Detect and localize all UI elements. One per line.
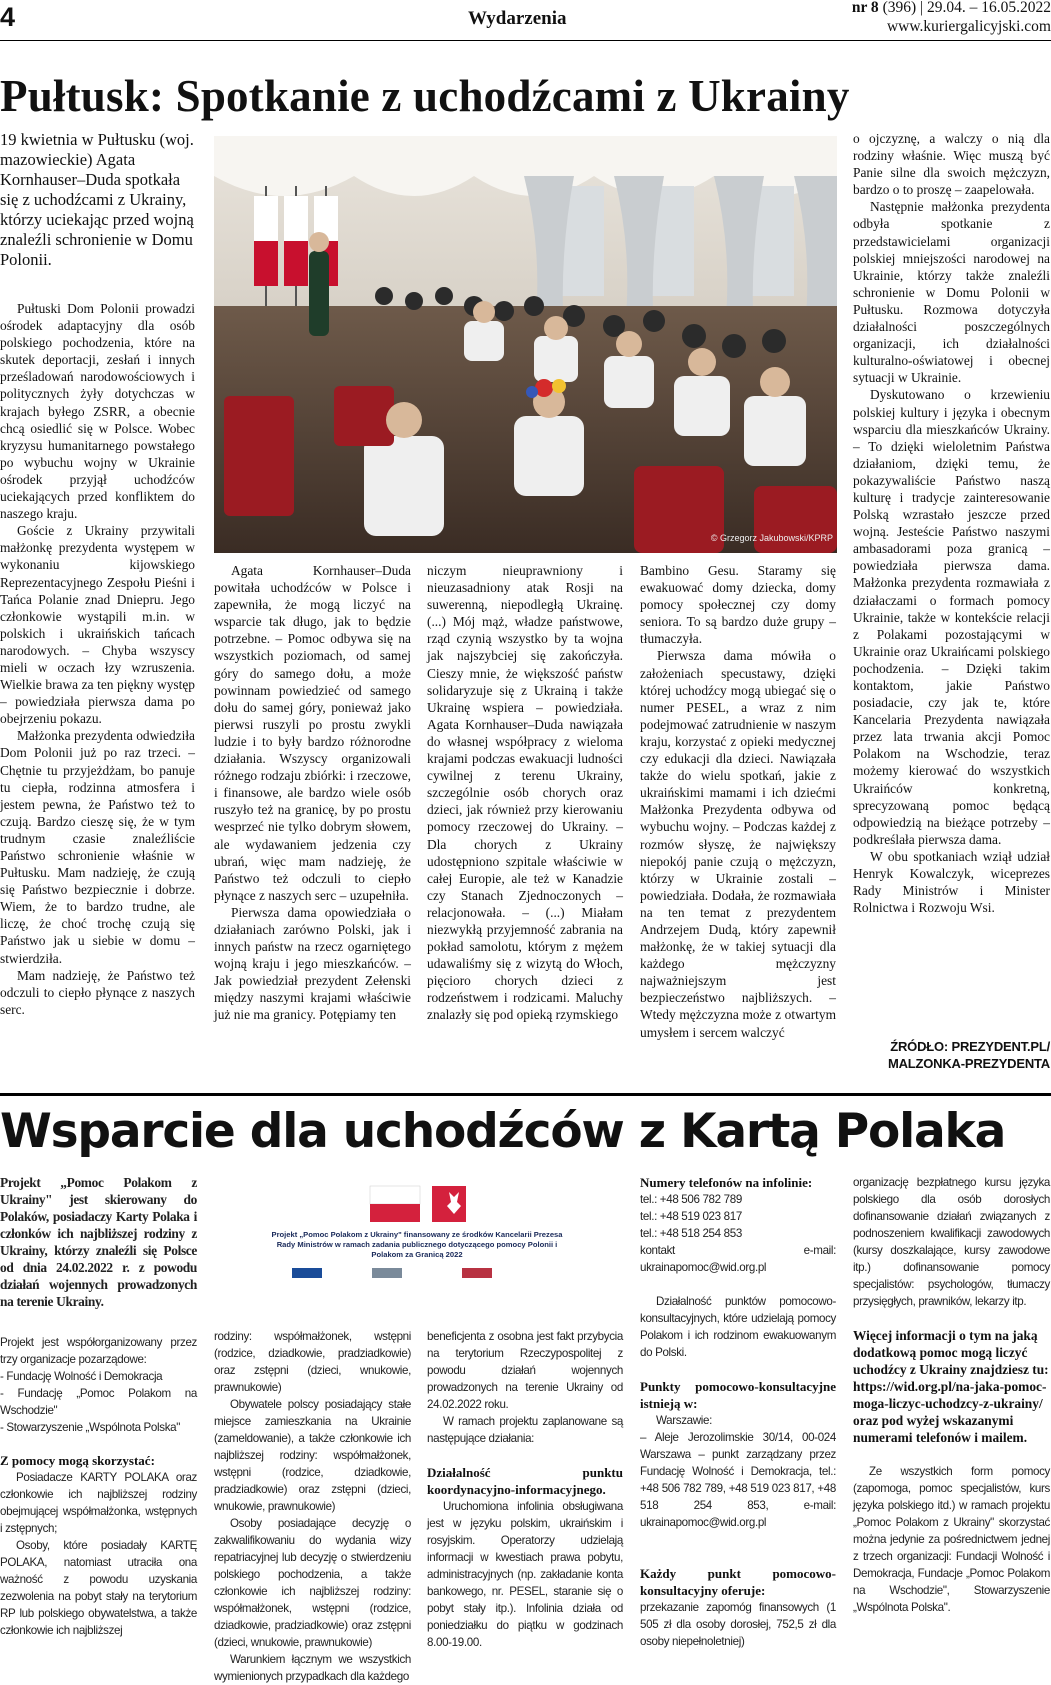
article1-lead: 19 kwietnia w Pułtusku (woj. mazowieckie) Agata Kornhauser–Duda spotkała się z uchodźcami z Ukrainy, którzy uciekając przed wojną znaleźli schronienie w Domu Polonii. (0, 130, 194, 269)
subheading: Punkty pomocowo-konsultacyjne istnieją w: (640, 1379, 836, 1411)
paragraph: Osoby posiadające decyzję o zakwalifikowaniu do wydania wizy repatriacyjnej lub decyzję o stwierdzeniu polskiego pochodzenia, a także członkowie ich najbliższej rodziny: współmałżonek, wstępni (rodzice, dziadkowie, pradziadkowie) oraz zstępni (dzieci, wnukowie, prawnukowie) (214, 1517, 411, 1649)
header-rule (0, 40, 1051, 41)
org-item: - Fundację „Pomoc Polakom na Wschodzie" (0, 1387, 197, 1417)
issue-dates: | 29.04. – 16.05.2022 (920, 0, 1051, 16)
article1-col2 (214, 562, 411, 1024)
issue-number: nr 8 (851, 0, 879, 16)
article2-col4 (640, 1174, 836, 1650)
paragraph: rodziny: współmałżonek, wstępni (rodzice, dziadkowie, pradziadkowie) oraz zstępni (dzieci, wnukowie, prawnukowie) (214, 1330, 411, 1394)
email-line: kontakt e-mail: ukrainapomoc@wid.org.pl (640, 1244, 836, 1274)
paragraph: W ramach projektu zaplanowane są następujące działania: (427, 1415, 623, 1445)
subheading: Działalność punktu koordynacyjno-informacyjnego. (427, 1465, 623, 1497)
website-link[interactable]: www.kuriergalicyjski.com (886, 18, 1051, 35)
section-title: Wydarzenia (468, 8, 567, 29)
article2-col3 (427, 1328, 623, 1651)
article1-col1 (0, 300, 195, 1018)
article1-col4 (640, 562, 836, 1041)
project-logo-caption: Projekt „Pomoc Polakom z Ukrainy" finansowany ze środków Kancelarii Prezesa Rady Ministrów w ramach zadania publicznego dotyczącego pomocy Polonii i Polakom za Granicą 2022 (271, 1230, 563, 1259)
paragraph: Działalność punktów pomocowo-konsultacyjnych, które udzielają pomocy Polakom i ich rodzinom ewakuowanym do Polski. (640, 1295, 836, 1359)
paragraph: Małżonka prezydenta odwiedziła Dom Polonii już po raz trzeci. – Chętnie tu przyjeżdżam, bo panuje tu ciepła, rodzinna atmosfera i jestem pewna, że Państwo też to czują. Bardzo cieszę się, że w tym trudnym czasie znaleźliście Państwo schronienie właśnie w Pułtusku. Mam nadzieję, że czują się Państwo bezpiecznie i dobrze. Wiem, że to bardzo trudne, ale liczę, że choć trochę czują się Państwo jak u siebie w domu – stwierdziła. (0, 728, 195, 966)
paragraph: Pierwsza dama mówiła o założeniach specustawy, dzięki której uchodźcy mogą ubiegać się o numer PESEL, a wraz z nim podejmować zatrudnienie w naszym kraju, korzystać z opieki medycznej czy edukacji dla dzieci. Nawiązała także do wielu spotkań, jakie z ukraińskimi mamami i ich dziećmi Małżonka Prezydenta odbywa od wybuchu wojny. – Podczas każdej z rozmów słyszę, że największy niepokój panie czują o mężczyzn, którzy w Ukrainie zostali – powiedziała. Dodała, że rozmawiała na ten temat z prezydentem Andrzejem Dudą, który zapewnił małżonkę, że w takiej sytuacji dla każdego mężczyzny najważniejszym jest bezpieczeństwo najbliższych. – Wtedy mężczyzna może z otwartym umysłem i sercem walczyć (640, 648, 836, 1040)
article1-source: ŹRÓDŁO: PREZYDENT.PL/ MALZONKA-PREZYDENTA (887, 1039, 1050, 1071)
paragraph: Agata Kornhauser–Duda powitała uchodźców w Polsce i zapewniła, że mogą liczyć na wsparcie tak długo, jak to będzie potrzebne. – Pomoc odbywa się na wszystkich poziomach, od samej góry do samego dołu, a może powinnam powiedzieć od samego dołu do samej góry, ponieważ jako pierwsi ruszyli po prostu zwykli ludzie i to były bardzo różnorodne działania. Wszyscy organizowali różnego rodzaju zbiórki: i rzeczowe, i finansowe, ale bardzo wiele osób ruszyło też na granicę, by po prostu wesprzeć nie tylko dobrym słowem, ale wydawaniem jedzenia czy ubrań, więc mam nadzieję, że Państwo też odczuli to ciepło płynące z naszych serc – uzupełniła. (214, 563, 411, 903)
article1-photo (214, 136, 837, 553)
paragraph: Dyskutowano o krzewieniu polskiej kultury i języka i obecnym wsparciu dla mieszkańców Ukrainy. – To dzięki wieloletnim Państwa działaniom, dzięki temu, że pokazywaliście Państwo naszą kulturę i tradycje zainteresowanie Polską wzrastało jeszcze przed wojną. Jesteście Państwo naszymi ambasadorami poza granicą – powiedziała pierwsza dama. Małżonka prezydenta rozmawiała z działaczami o formach pomocy Ukrainie, także w kontekście relacji z Polakami pozostającymi w Ukrainie oraz Ukraińcami polskiego pochodzenia. – Dzięki takim kontaktom, jakie Państwo posiadacie, czy jak te, które Kancelaria Prezydenta nawiązała przez lata trwania akcji Pomoc Polakom na Wschodzie, teraz możemy kierować do wszystkich Ukraińców konkretną, sprecyzowaną pomoc będącą odpowiedzią na bieżące potrzeby – podkreślała pierwsza dama. (853, 387, 1050, 847)
article2-lead: Projekt „Pomoc Polakom z Ukrainy" jest skierowany do Polaków, posiadaczy Karty Polaka i członków ich najbliższej rodziny z Ukrainy, którzy znaleźli się Polsce od dnia 24.02.2022 r. z powodu działań wojennych prowadzonych na terenie Ukrainy. (0, 1175, 197, 1309)
phone-line: tel.: +48 506 782 789 (640, 1193, 742, 1206)
paragraph: Ze wszystkich form pomocy (zapomoga, pomoc specjalistów, kurs języka polskiego itd.) w ramach projektu „Pomoc Polakom z Ukrainy" skorzystać można jedynie za pośrednictwem jednej z trzech organizacji: Fundacji Wolność i Demokracja, Fundacje „Pomoc Polakom na Wschodzie", Stowarzyszenie „Wspólnota Polska". (853, 1465, 1050, 1614)
paragraph: Następnie małżonka prezydenta odbyła spotkanie z przedstawicielami organizacji polskiej mniejszości narodowej na Ukrainie, którzy także znaleźli schronienie w Domu Polonii w Pułtusku. Rozmowa dotyczyła działalności poszczególnych organizacji, ich działalności kulturalno-oświatowej i obecnej sytuacji w Ukrainie. (853, 199, 1050, 386)
paragraph: o ojczyznę, a walczy o nią dla rodziny właśnie. Więc muszą być Panie silne dla swoich mężczyzn, bardzo o to proszę – zaapelowała. (853, 131, 1050, 198)
paragraph: niczym nieuprawniony i nieuzasadniony atak Rosji na suwerenną, niepodległą Ukrainę. (...) Mój mąż, władze państwowe, rząd czynią wszystko by ta wojna jak najszybciej się zakończyła. Cieszy mnie, że większość państw solidaryzuje się z Ukrainą i także Ukrainę wspiera – powiedziała. Agata Kornhauser–Duda nawiązała do własnej współpracy z wieloma krajami podczas ewakuacji ludności cywilnej z terenu Ukrainy, szczególnie osób chorych oraz dzieci, jak również przy kierowaniu pomocy rzeczowej do Ukrainy. – Dla chorych z Ukrainy udostępniono szpitale właściwie w całej Europie, ale też w Kanadzie czy Stanach Zjednoczonych – relacjonowała. – (...) Miałam niezwykłą przyjemność zabrania na pokład samolotu, którym z mężem udawaliśmy się z wizytą do Włoch, pięcioro chorych dzieci z rodzeństwem i rodzicami. Maluchy znalazły się pod opieką rzymskiego (427, 563, 623, 1023)
paragraph: Pułtuski Dom Polonii prowadzi ośrodek adaptacyjny dla osób polskiego pochodzenia, które na skutek deportacji, zesłań i innych prześladowań narodowościowych i politycznych żyły dotychczas w krajach byłego ZSRR, a obecnie chcą osiedlić się w Polsce. Wobec kryzysu humanitarnego powstałego po wybuchu wojny w Ukrainie ośrodek przyjął uchodźców uciekających przed konfliktem do naszego kraju. (0, 301, 195, 522)
subheading: Z pomocy mogą skorzystać: (0, 1453, 155, 1468)
paragraph: Uruchomiona infolinia obsługiwana jest w języku polskim, ukraińskim i rosyjskim. Operatorzy udzielają informacji w kwestiach prawa pobytu, administracyjnych (np. zakładanie konta bankowego, nr. PESEL, staranie się o pobyt stały itp.). Infolinia działa od poniedziałku do piątku w godzinach 8.00-19.00. (427, 1500, 623, 1649)
org-item: - Fundację Wolność i Demokracja (0, 1370, 163, 1383)
paragraph: Warunkiem łącznym we wszystkich wymienionych przypadkach dla każdego (214, 1653, 411, 1683)
article2-col5 (853, 1174, 1050, 1616)
article1-title: Pułtusk: Spotkanie z uchodźcami z Ukrainy (0, 71, 850, 121)
phone-line: tel.: +48 519 023 817 (640, 1210, 742, 1223)
article2-title: Wsparcie dla uchodźców z Kartą Polaka (0, 1104, 1006, 1159)
paragraph: W obu spotkaniach wziął udział Henryk Kowalczyk, wiceprezes Rady Ministrów i Minister Rolnictwa i Rozwoju Wsi. (853, 848, 1050, 916)
paragraph: beneficjenta z osobna jest fakt przybycia na terytorium Rzeczypospolitej z powodu działań wojennych prowadzonych na terenie Ukrainy od 24.02.2022 roku. (427, 1330, 623, 1411)
more-info-paragraph: Więcej informacji o tym na jaką dodatkową pomoc mogą liczyć uchodźcy z Ukrainy znajdziesz tu: https://wid.org.pl/na-jaka-pomoc-moga-liczyc-uchodzcy-z-ukrainy/ oraz pod wyżej wskazanymi numerami telefonów i mailem. (853, 1328, 1049, 1445)
section-divider (0, 1093, 1051, 1096)
paragraph: Projekt jest współorganizowany przez trzy organizacje pozarządowe: (0, 1336, 197, 1366)
article1-col3 (427, 562, 623, 1024)
paragraph: przekazanie zapomóg finansowych (1 505 zł dla osoby dorosłej, 752,5 zł dla osoby niepełnoletniej) (640, 1601, 836, 1648)
paragraph: Pierwsza dama opowiedziała o działaniach zarówno Polski, jak i innych państw na rzecz ogarniętego wojną kraju i jego mieszkańców. – Jak powiedział prezydent Zełenski między naszymi krajami właściwie już nie ma granicy. Potępiamy ten (214, 904, 411, 1023)
paragraph: Goście z Ukrainy przywitali małżonkę prezydenta występem w wykonaniu kijowskiego Reprezentacyjnego Zespołu Pieśni i Tańca Polanie znad Dniepru. Jego członkowie wystąpili m.in. w polskich i ukraińskich tańcach narodowych. – Chyba wszyscy mieli w oczach łzy wzruszenia. Wielkie brawa za ten piękny występ – powiedziała pierwsza dama po obejrzeniu pokazu. (0, 523, 195, 727)
photo-credit: © Grzegorz Jakubowski/KPRP (710, 533, 833, 543)
article2-col1 (0, 1174, 197, 1639)
article1-col5 (853, 130, 1050, 916)
paragraph: Osoby, które posiadały KARTĘ POLAKA, natomiast utraciła ona ważność z powodu uzyskania zezwolenia na pobyt stały na terytorium RP lub polskiego obywatelstwa, a także członkowie ich najbliższej (0, 1539, 197, 1637)
subheading: Numery telefonów na infolinie: (640, 1175, 813, 1190)
photo-meeting-image (214, 136, 837, 553)
paragraph: Posiadacze KARTY POLAKA oraz członkowie ich najbliższej rodziny obejmującej współmałżonka, wstępnych i zstępnych; (0, 1471, 197, 1535)
phone-line: tel.: +48 518 254 853 (640, 1227, 742, 1240)
issue-info (791, 0, 1051, 36)
page-number: 4 (0, 2, 16, 32)
paragraph: Mam nadzieję, że Państwo też odczuli to ciepło płynące z naszych serc. (0, 967, 195, 1017)
subheading: Każdy punkt pomocowo-konsultacyjny oferuje: (640, 1566, 836, 1598)
paragraph: Obywatele polscy posiadający stałe miejsce zamieszkania na Ukrainie (zameldowanie), a także członkowie ich najbliższej rodziny: współmałżonek, wstępni (rodzice, dziadkowie, pradziadkowie) oraz zstępni (dzieci, wnukowie, prawnukowie) (214, 1398, 411, 1513)
issue-count: (396) (882, 0, 917, 16)
article2-col2 (214, 1328, 411, 1685)
city-label: Warszawie: (656, 1414, 712, 1427)
paragraph: – Aleje Jerozolimskie 30/14, 00-024 Warszawa – punkt zarządzany przez Fundację Wolność i Demokracja, tel.: +48 506 782 789, +48 519 023 817, +48 518 254 853, e-mail: ukrainapomoc@wid.org.pl (640, 1431, 836, 1529)
org-item: - Stowarzyszenie „Wspólnota Polska" (0, 1421, 181, 1434)
project-logo (262, 1180, 572, 1298)
paragraph: Bambino Gesu. Staramy się ewakuować domy dziecka, domy pomocy społecznej czy domy seniora. To są bardzo duże grupy – tłumaczyła. (640, 563, 836, 647)
paragraph: organizację bezpłatnego kursu języka polskiego dla osób dorosłych dofinansowanie działań związanych z podnoszeniem kwalifikacji zawodowych (kursy doszkalające, kursy zawodowe itp.) dofinansowanie pomocy specjalistów: psychologów, tłumaczy przysięgłych, prawników, lekarzy itp. (853, 1176, 1050, 1308)
